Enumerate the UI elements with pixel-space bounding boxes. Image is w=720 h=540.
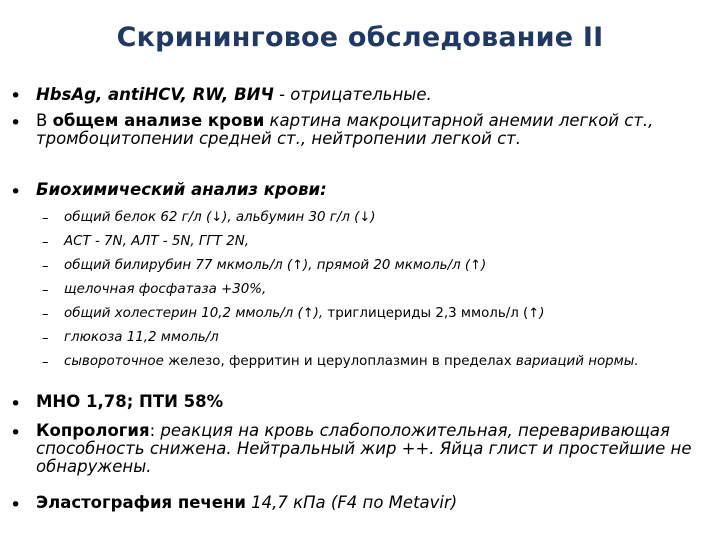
elastography-heading: Эластография печени <box>36 493 246 512</box>
bullet-serology <box>36 86 704 104</box>
cbc-heading: общем анализе крови <box>52 111 265 130</box>
bullet-marker: • <box>10 494 22 516</box>
bullet-inr <box>36 393 704 411</box>
sub-item-protein: общий белок 62 г/л (↓), альбумин 30 г/л (↓) <box>64 210 376 225</box>
iron-text: железо, ферритин и церулоплазмин в пределах <box>168 354 512 369</box>
sub-bullet-dash: – <box>42 259 49 274</box>
sub-bullet-dash: – <box>42 211 49 226</box>
coprology-heading: Копрология <box>36 421 150 440</box>
cbc-findings: картина макроцитарной анемии легкой ст., тромбоцитопении средней ст., нейтропении легкой ст. <box>36 111 654 148</box>
bullet-biochemistry <box>36 181 704 199</box>
triglycerides-text: триглицериды 2,3 ммоль/л ( <box>327 306 529 321</box>
sub-bullet-dash: – <box>42 331 49 346</box>
slide-title: Скрининговое обследование II <box>116 22 604 53</box>
bullet-elastography <box>36 494 704 512</box>
sub-item-glucose: глюкоза 11,2 ммоль/л <box>64 330 219 345</box>
sub-item-iron: сывороточное железо, ферритин и церулоплазмин в пределах вариаций нормы. <box>64 354 639 369</box>
sub-item-enzymes: АСТ - 7N, АЛТ - 5N, ГГТ 2N, <box>64 234 250 249</box>
arrow-down-icon: ↓ <box>359 210 371 225</box>
sub-item-bilirubin: общий билирубин 77 мкмоль/л (↑), прямой 20 мкмоль/л (↑) <box>64 258 487 273</box>
bullet-marker: • <box>10 112 22 134</box>
cbc-lead: В <box>36 111 53 130</box>
arrow-up-icon: ↑ <box>470 258 482 273</box>
bullet-marker: • <box>10 85 22 107</box>
sub-item-cholesterol: общий холестерин 10,2 ммоль/л (↑), триглицериды 2,3 ммоль/л (↑) <box>64 306 545 321</box>
bullet-coprology: Копрология: реакция на кровь слабоположительная, переваривающая способность снижена. Нейтральный жир ++. Яйца глист и простейшие не обнаружены. <box>36 421 692 476</box>
coprology-findings: реакция на кровь слабоположительная, переваривающая способность снижена. Нейтральный жир ++. Яйца глист и простейшие не обнаружены. <box>36 421 692 476</box>
serology-tests: HbsAg, antiHCV, RW, ВИЧ <box>36 85 274 104</box>
arrow-up-icon: ↑ <box>528 306 540 321</box>
sub-bullet-dash: – <box>42 235 49 250</box>
serology-result: - отрицательные. <box>273 85 432 104</box>
bullet-marker: • <box>10 393 22 415</box>
sub-item-alkaline-phosphatase: щелочная фосфатаза +30%, <box>64 282 267 297</box>
bullet-marker: • <box>10 422 22 444</box>
biochemistry-heading: Биохимический анализ крови: <box>36 180 327 199</box>
inr-values: МНО 1,78; ПТИ 58% <box>36 392 224 411</box>
elastography-result: 14,7 кПа (F4 по Metavir) <box>245 493 458 512</box>
sub-bullet-dash: – <box>42 307 49 322</box>
bullet-marker: • <box>10 181 22 203</box>
arrow-up-icon: ↑ <box>292 258 304 273</box>
sub-bullet-dash: – <box>42 355 49 370</box>
arrow-up-icon: ↑ <box>302 306 314 321</box>
sub-bullet-dash: – <box>42 283 49 298</box>
bullet-cbc <box>36 112 704 148</box>
arrow-down-icon: ↓ <box>211 210 223 225</box>
